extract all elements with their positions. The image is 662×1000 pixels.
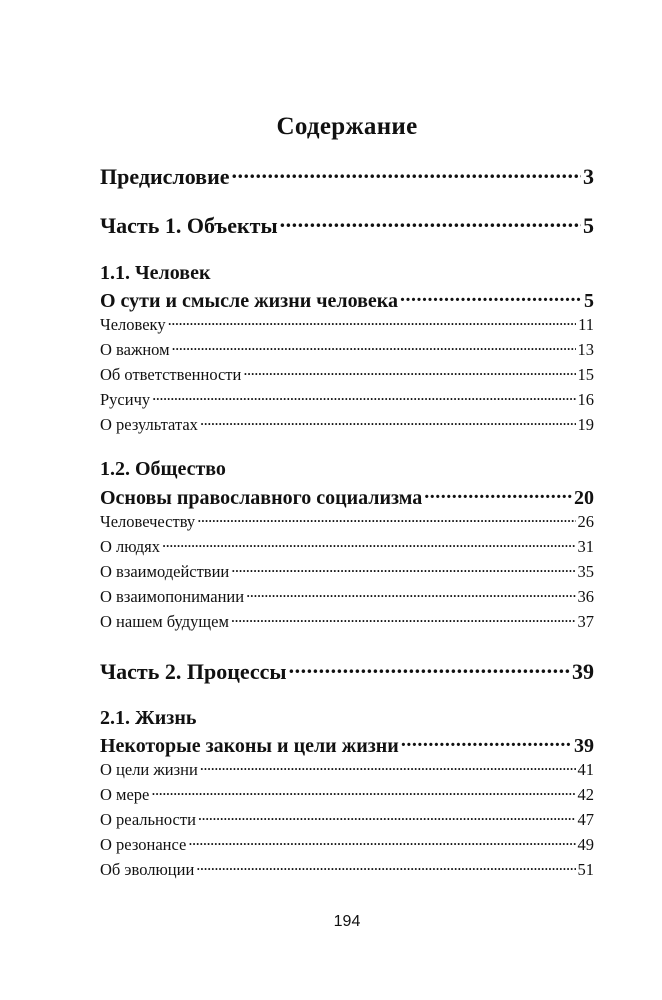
dot-leader [200, 759, 576, 775]
toc-entry-title: О людях [100, 537, 160, 556]
toc-entry-item[interactable] [100, 834, 594, 856]
toc-entry-title: Предисловие [100, 164, 230, 189]
toc-entry-title: Об ответственности [100, 365, 242, 384]
dot-leader [172, 339, 576, 355]
toc-entry-title: Часть 2. Процессы [100, 659, 287, 684]
toc-entry-page: 41 [577, 760, 594, 779]
dot-leader [243, 364, 575, 380]
toc-entry-item[interactable] [100, 511, 594, 533]
toc-entry-item[interactable] [100, 364, 594, 386]
toc-entry-title: Часть 1. Объекты [100, 213, 278, 238]
dot-leader [401, 732, 572, 752]
dot-leader [280, 211, 581, 233]
toc-entry-title: Некоторые законы и цели жизни [100, 735, 399, 757]
toc-entry-page: 16 [577, 390, 594, 409]
toc-entry-title: О нашем будущем [100, 612, 229, 631]
toc-entry-section-heading[interactable] [100, 732, 594, 758]
toc-entry-page: 20 [574, 487, 594, 509]
dot-leader [424, 484, 572, 504]
section-label-1-1: 1.1. Человек [100, 262, 211, 284]
toc-entry-title: О важном [100, 340, 170, 359]
toc-entry-part-1[interactable] [100, 211, 594, 239]
dot-leader [196, 859, 575, 875]
toc-entry-page: 36 [577, 587, 594, 606]
toc-entry-item[interactable] [100, 859, 594, 881]
toc-entry-item[interactable] [100, 759, 594, 781]
toc-entry-page: 51 [577, 860, 594, 879]
toc-entry-title: Русичу [100, 390, 151, 409]
toc-entry-item[interactable] [100, 809, 594, 831]
toc-entry-page: 13 [577, 340, 594, 359]
dot-leader [151, 784, 575, 800]
toc-entry-page: 42 [577, 785, 594, 804]
section-label-2-1: 2.1. Жизнь [100, 707, 197, 729]
dot-leader [400, 287, 582, 307]
dot-leader [231, 611, 576, 627]
toc-entry-title: О резонансе [100, 835, 187, 854]
toc-entry-item[interactable] [100, 784, 594, 806]
toc-entry-item[interactable] [100, 586, 594, 608]
toc-page [100, 0, 594, 1000]
toc-title: Содержание [276, 113, 418, 140]
toc-entry-preface[interactable] [100, 162, 594, 190]
toc-entry-section-heading[interactable] [100, 287, 594, 313]
toc-entry-page: 37 [577, 612, 594, 631]
dot-leader [246, 586, 575, 602]
toc-entry-title: О взаимопонимании [100, 587, 245, 606]
dot-leader [232, 162, 581, 184]
toc-entry-item[interactable] [100, 339, 594, 361]
dot-leader [168, 314, 577, 330]
dot-leader [197, 511, 575, 527]
toc-entry-page: 35 [577, 562, 594, 581]
page-number: 194 [333, 913, 361, 930]
dot-leader [289, 657, 570, 679]
toc-entry-title: Человечеству [100, 512, 196, 531]
toc-entry-title: Основы православного социализма [100, 487, 423, 509]
toc-entry-page: 15 [577, 365, 594, 384]
toc-entry-item[interactable] [100, 414, 594, 436]
toc-entry-page: 39 [572, 659, 594, 684]
toc-entry-section-heading[interactable] [100, 484, 594, 510]
dot-leader [231, 561, 575, 577]
toc-entry-page: 3 [583, 164, 594, 189]
toc-entry-title: Человеку [100, 315, 166, 334]
dot-leader [152, 389, 575, 405]
toc-entry-title: О результатах [100, 415, 198, 434]
toc-entry-title: Об эволюции [100, 860, 195, 879]
toc-entry-title: О реальности [100, 810, 196, 829]
dot-leader [188, 834, 575, 850]
toc-entry-title: О сути и смысле жизни человека [100, 290, 399, 312]
toc-entry-part-2[interactable] [100, 657, 594, 685]
toc-entry-page: 5 [584, 290, 594, 312]
toc-entry-page: 5 [583, 213, 594, 238]
toc-entry-title: О цели жизни [100, 760, 198, 779]
toc-entry-title: О взаимодействии [100, 562, 230, 581]
toc-entry-page: 31 [577, 537, 594, 556]
toc-entry-item[interactable] [100, 389, 594, 411]
toc-entry-title: О мере [100, 785, 150, 804]
toc-entry-page: 19 [577, 415, 594, 434]
dot-leader [162, 536, 576, 552]
toc-entry-page: 39 [574, 735, 594, 757]
toc-entry-page: 47 [577, 810, 594, 829]
dot-leader [200, 414, 576, 430]
dot-leader [198, 809, 576, 825]
toc-entry-item[interactable] [100, 536, 594, 558]
toc-entry-item[interactable] [100, 611, 594, 633]
toc-entry-page: 49 [577, 835, 594, 854]
section-label-1-2: 1.2. Общество [100, 458, 226, 480]
toc-entry-page: 11 [578, 315, 594, 334]
toc-entry-item[interactable] [100, 314, 594, 336]
toc-entry-item[interactable] [100, 561, 594, 583]
toc-entry-page: 26 [577, 512, 594, 531]
